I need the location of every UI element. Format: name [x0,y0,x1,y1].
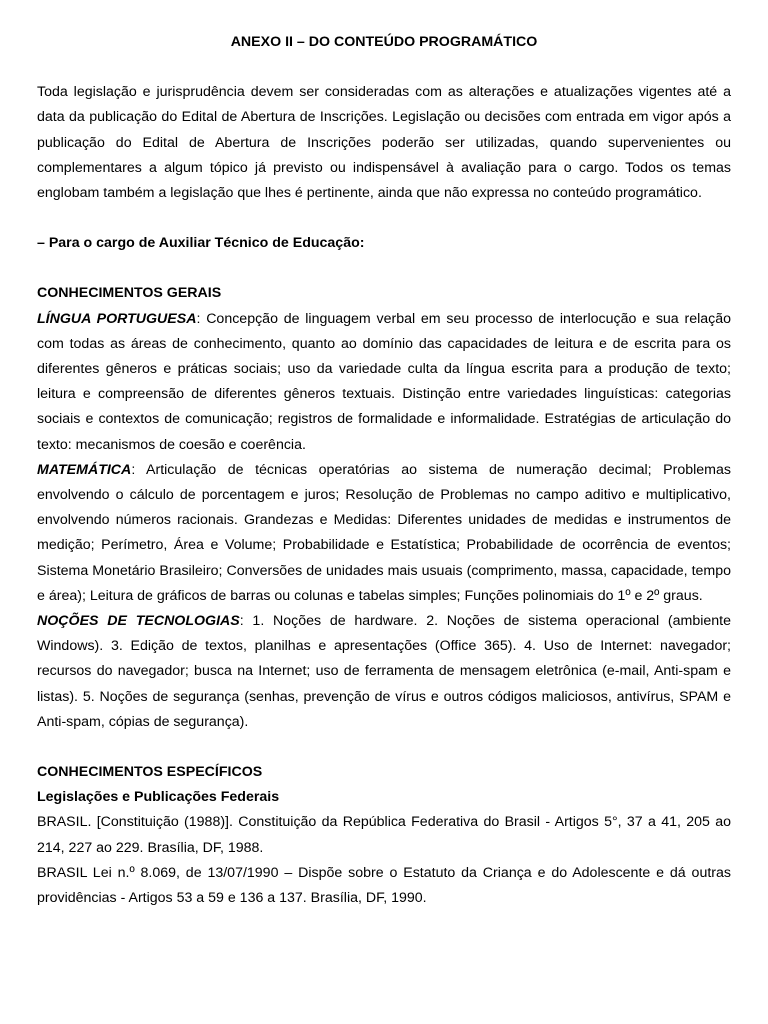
spacer [37,256,731,281]
cargo-heading: – Para o cargo de Auxiliar Técnico de Educação: [37,235,365,252]
matematica-paragraph [37,458,731,609]
document-title: ANEXO II – DO CONTEÚDO PROGRAMÁTICO [230,34,538,50]
subheading-legislacoes: Legislações e Publicações Federais [37,789,280,806]
tecnologias-paragraph [37,609,731,735]
spacer [37,206,731,231]
document-content [37,30,731,911]
tecnologias-label: NOÇÕES DE TECNOLOGIAS [37,613,240,630]
tecnologias-text: : 1. Noções de hardware. 2. Noções de sistema operacional (ambiente Windows). 3. Edição de textos, planilhas e apresentações (Office 365). 4. Uso de Internet: navegador; recursos do navegador; busca na Internet; uso de ferramenta de mensagem eletrônica (e-mail, Anti-spam e listas). 5. Noções de segurança (senhas, prevenção de vírus e outros códigos maliciosos, antivírus, SPAM e Anti-spam, cópias de segurança). [37,613,731,730]
reference-item: BRASIL. [Constituição (1988)]. Constituição da República Federativa do Brasil - Artigos 5°, 37 a 41, 205 ao 214, 227 ao 229. Brasília, DF, 1988. [37,814,731,856]
portugues-text: : Concepção de linguagem verbal em seu processo de interlocução e sua relação com todas as áreas de conhecimento, quanto ao domínio das capacidades de leitura e de escrita para os diferentes gêneros e práticas sociais; uso da variedade culta da língua escrita para a produção de texto; leitura e compreensão de diferentes gêneros textuais. Distinção entre variedades linguísticas: categorias sociais e contextos de comunicação; registros de formalidade e informalidade. Estratégias de articulação do texto: mecanismos de coesão e coerência. [37,310,731,453]
spacer [37,55,731,80]
reference-item: BRASIL Lei n.º 8.069, de 13/07/1990 – Dispõe sobre o Estatuto da Criança e do Adolescente e dá outras providências - Artigos 53 a 59 e 136 a 137. Brasília, DF, 1990. [37,864,731,907]
matematica-text: : Articulação de técnicas operatórias ao sistema de numeração decimal; Problemas envolvendo o cálculo de porcentagem e juros; Resolução de Problemas no campo aditivo e multiplicativo, envolvendo números racionais. Grandezas e Medidas: Diferentes unidades de medidas e instrumentos de medição; Perímetro, Área e Volume; Probabilidade e Estatística; Probabilidade de ocorrência de eventos; Sistema Monetário Brasileiro; Conversões de unidades mais usuais (comprimento, massa, capacidade, tempo e área); Leitura de gráficos de barras ou colunas e tabelas simples; Funções polinomiais do 1º e 2º graus. [37,461,731,604]
portugues-paragraph [37,307,731,458]
spacer [37,735,731,760]
portugues-label: LÍNGUA PORTUGUESA [37,310,197,327]
matematica-label: MATEMÁTICA [37,461,132,478]
intro-paragraph: Toda legislação e jurisprudência devem ser consideradas com as alterações e atualizações vigentes até a data da publicação do Edital de Abertura de Inscrições. Legislação ou decisões com entrada em vigor após a publicação do Edital de Abertura de Inscrições poderão ser utilizadas, quando supervenientes ou complementares a algum tópico já previsto ou indispensável à avaliação para o cargo. Todos os temas englobam também a legislação que lhes é pertinente, ainda que não expressa no conteúdo programático. [37,84,731,202]
section-heading-gerais: CONHECIMENTOS GERAIS [37,285,222,302]
section-heading-especificos: CONHECIMENTOS ESPECÍFICOS [37,764,263,781]
